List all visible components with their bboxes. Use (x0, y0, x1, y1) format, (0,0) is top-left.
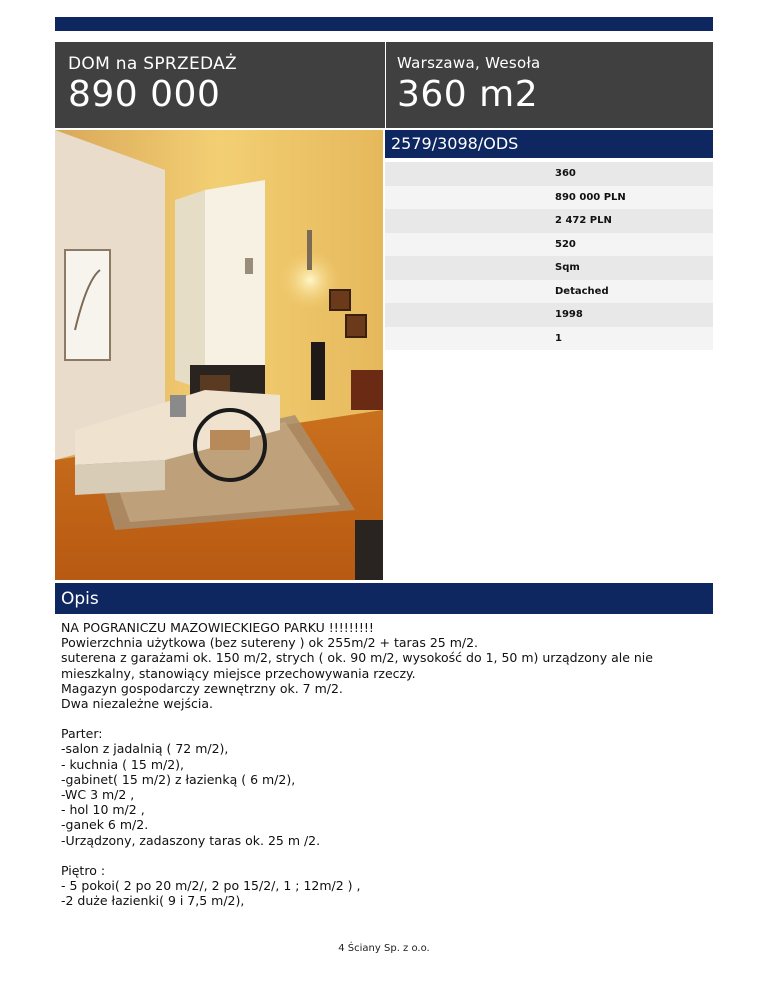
listing-location: Warszawa, Wesoła (397, 54, 541, 72)
param-row (385, 280, 713, 304)
param-value: Sqm (555, 262, 580, 273)
reference-number: 2579/3098/ODS (391, 134, 519, 153)
description-paragraph (61, 863, 711, 909)
param-row (385, 303, 713, 327)
param-row (385, 256, 713, 280)
param-value: Detached (555, 285, 609, 297)
description-line: Magazyn gospodarczy zewnętrzny ok. 7 m/2. (61, 680, 343, 696)
description-section-bar (55, 583, 713, 614)
description-line: Parter: (61, 726, 103, 742)
description-line: - 5 pokoi( 2 po 20 m/2/, 2 po 15/2/, 1 ; 12m/2 ) , (61, 878, 361, 894)
footer-company: 4 Ściany Sp. z o.o. (338, 943, 430, 954)
param-value: 890 000 PLN (555, 191, 626, 203)
reference-number-bar (385, 130, 713, 158)
property-params-list (385, 162, 713, 350)
listing-price: 890 000 (68, 74, 221, 115)
description-line: Powierzchnia użytkowa (bez sutereny ) ok 255m/2 + taras 25 m/2. (61, 635, 479, 651)
param-value: 2 472 PLN (555, 215, 612, 226)
listing-header (55, 42, 713, 128)
description-line: Dwa niezależne wejścia. (61, 696, 213, 712)
description-line: -2 duże łazienki( 9 i 7,5 m/2), (61, 893, 245, 909)
description-line: -gabinet( 15 m/2) z łazienką ( 6 m/2), (61, 771, 296, 787)
param-value: 360 (555, 168, 576, 179)
param-row (385, 209, 713, 233)
description-line: - hol 10 m/2 , (61, 802, 145, 818)
param-row (385, 233, 713, 257)
description-line: -salon z jadalnią ( 72 m/2), (61, 741, 229, 757)
top-accent-bar (55, 17, 713, 31)
param-value: 520 (555, 238, 576, 250)
description-line: -WC 3 m/2 , (61, 787, 135, 803)
param-row (385, 162, 713, 186)
description-text (61, 620, 711, 923)
listing-type: DOM na SPRZEDAŻ (68, 54, 237, 74)
description-paragraph (61, 726, 711, 848)
description-paragraph (61, 620, 711, 711)
param-row (385, 327, 713, 351)
property-photo (55, 130, 383, 580)
header-location-block (385, 42, 714, 128)
listing-area: 360 m2 (397, 74, 539, 115)
description-line: Piętro : (61, 862, 106, 878)
description-line: -Urządzony, zadaszony taras ok. 25 m /2. (61, 832, 321, 848)
header-price-block (55, 42, 383, 128)
param-value: 1 (555, 332, 562, 344)
description-line: suterena z garażami ok. 150 m/2, strych ( ok. 90 m/2, wysokość do 1, 50 m) urządzony ale nie (61, 650, 653, 666)
description-line: -ganek 6 m/2. (61, 817, 149, 833)
description-line: mieszkalny, stanowiący miejsce przechowywania rzeczy. (61, 665, 416, 681)
param-row (385, 186, 713, 210)
description-line: NA POGRANICZU MAZOWIECKIEGO PARKU !!!!!!!!! (61, 620, 374, 635)
param-value: 1998 (555, 309, 583, 320)
section-title: Opis (61, 589, 99, 609)
description-line: - kuchnia ( 15 m/2), (61, 756, 185, 772)
